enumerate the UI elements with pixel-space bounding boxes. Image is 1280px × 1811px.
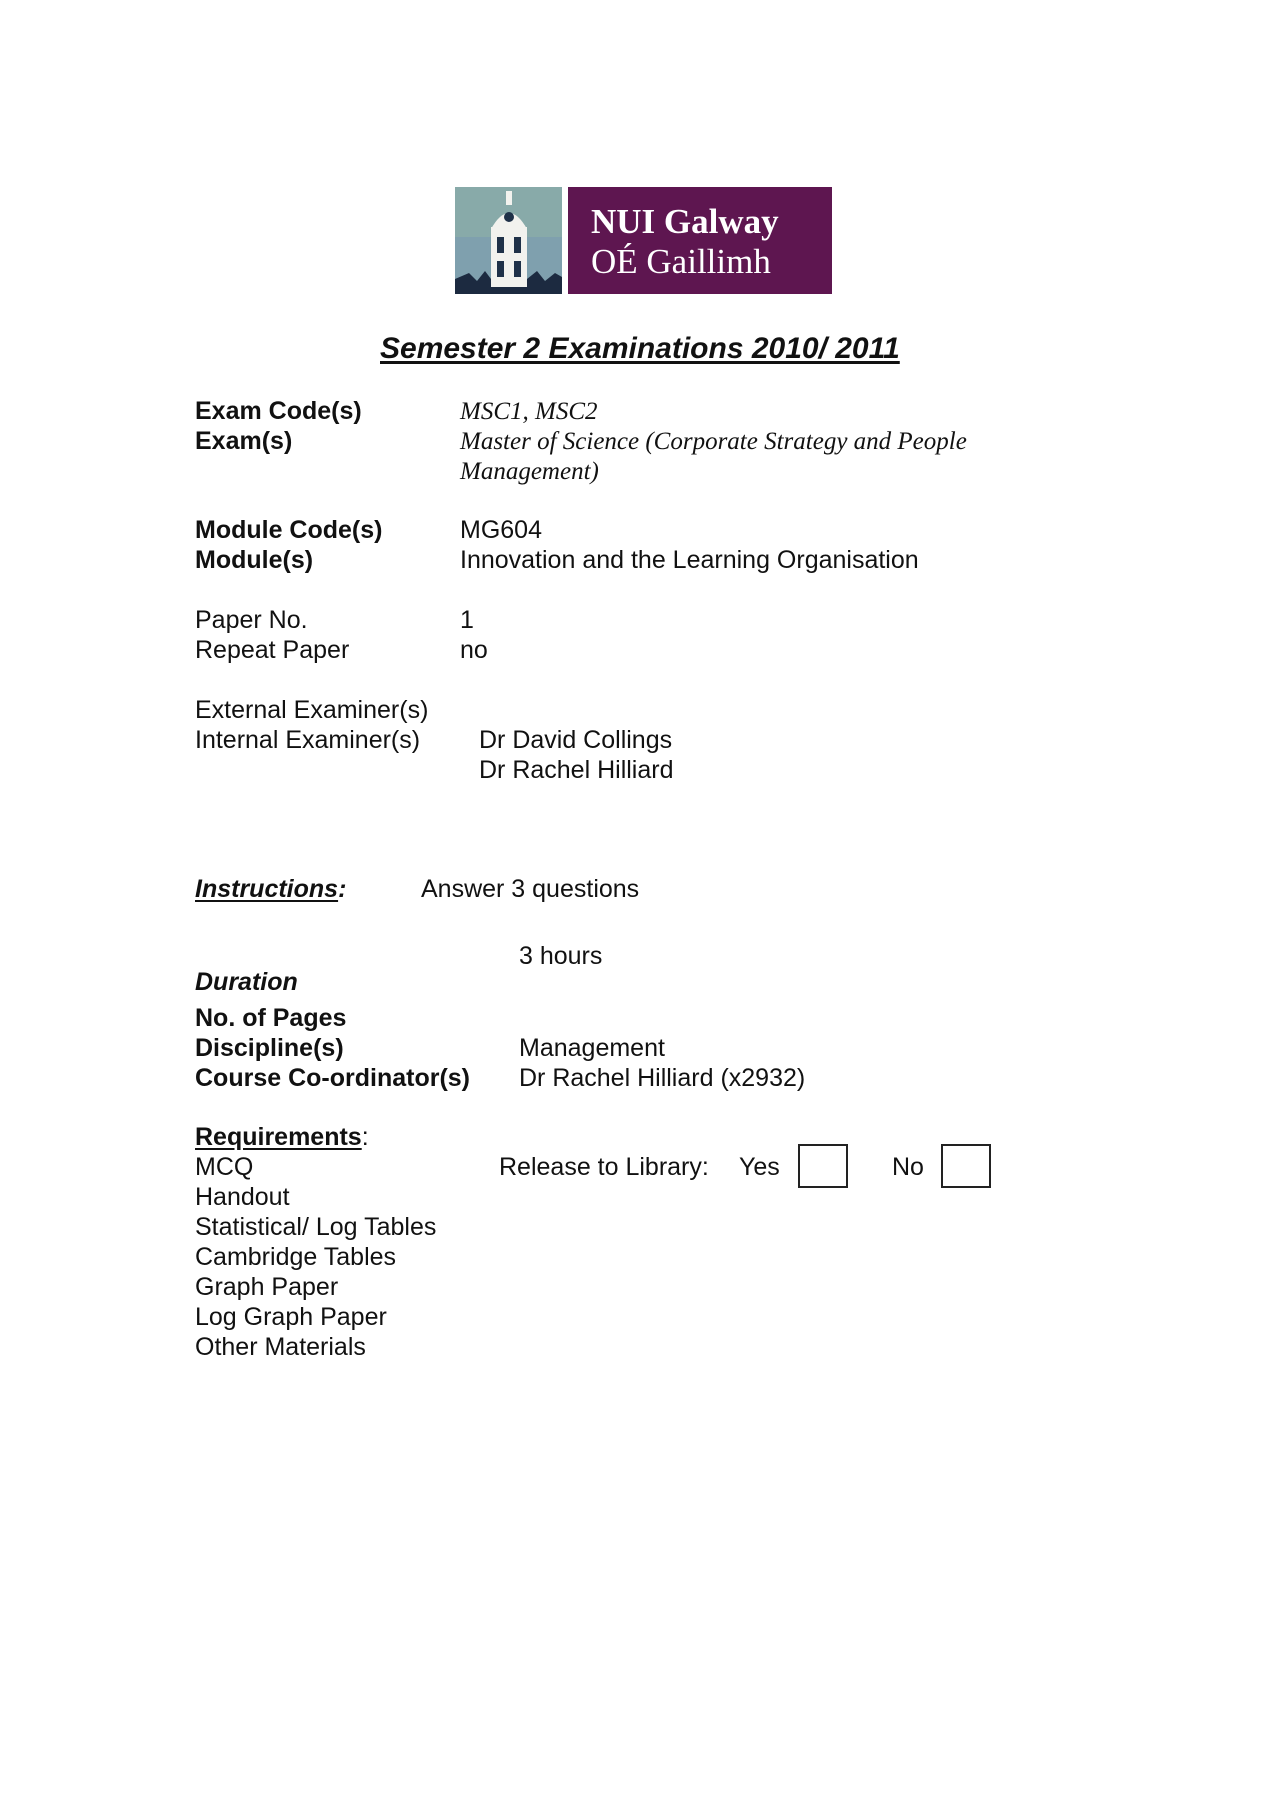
repeat-paper-label: Repeat Paper (195, 636, 350, 664)
modules-value: Innovation and the Learning Organisation (460, 546, 919, 574)
repeat-paper-value: no (460, 636, 488, 664)
duration-value: 3 hours (519, 942, 603, 970)
paper-no-label: Paper No. (195, 606, 308, 634)
logo-wordmark (568, 187, 832, 294)
requirement-item: MCQ (195, 1153, 254, 1181)
no-of-pages-label: No. of Pages (195, 1004, 347, 1032)
release-yes-label: Yes (739, 1153, 780, 1181)
exams-value-line2: Management) (460, 458, 599, 485)
exams-value-line1: Master of Science (Corporate Strategy and People (460, 428, 967, 455)
requirements-label: Requirements (195, 1123, 362, 1151)
university-logo (455, 187, 832, 294)
instructions-label (195, 877, 346, 902)
requirement-item: Log Graph Paper (195, 1303, 387, 1331)
paper-no-value: 1 (460, 606, 474, 634)
release-yes-checkbox[interactable] (798, 1144, 848, 1188)
requirements-colon: : (361, 1123, 369, 1151)
requirement-item: Cambridge Tables (195, 1243, 397, 1271)
modules-label: Module(s) (195, 546, 314, 574)
internal-examiners-value-line2: Dr Rachel Hilliard (479, 756, 674, 784)
course-coordinators-value: Dr Rachel Hilliard (x2932) (519, 1064, 806, 1092)
instructions-label-text: Instructions (195, 875, 339, 903)
exam-codes-label: Exam Code(s) (195, 397, 362, 425)
release-no-label: No (892, 1153, 924, 1181)
logo-name-english: NUI Galway (591, 202, 779, 241)
page-title: Semester 2 Examinations 2010/ 2011 (380, 332, 900, 365)
requirement-item: Handout (195, 1183, 290, 1211)
clock-tower-icon (455, 187, 562, 294)
logo-name-irish: OÉ Gaillimh (591, 242, 771, 281)
external-examiners-label: External Examiner(s) (195, 696, 429, 724)
duration-label: Duration (195, 968, 298, 996)
requirement-item: Statistical/ Log Tables (195, 1213, 437, 1241)
course-coordinators-label: Course Co-ordinator(s) (195, 1064, 470, 1092)
internal-examiners-label: Internal Examiner(s) (195, 726, 421, 754)
disciplines-value: Management (519, 1034, 665, 1062)
disciplines-label: Discipline(s) (195, 1034, 344, 1062)
requirements-heading (195, 1125, 369, 1150)
instructions-value: Answer 3 questions (421, 875, 640, 903)
requirement-item: Other Materials (195, 1333, 366, 1361)
internal-examiners-value-line1: Dr David Collings (479, 726, 673, 754)
instructions-colon: : (338, 875, 347, 903)
requirement-item: Graph Paper (195, 1273, 339, 1301)
release-to-library-label: Release to Library: (499, 1153, 709, 1181)
exams-label: Exam(s) (195, 427, 293, 455)
module-codes-value: MG604 (460, 516, 542, 544)
exam-codes-value: MSC1, MSC2 (460, 398, 598, 425)
module-codes-label: Module Code(s) (195, 516, 383, 544)
release-no-checkbox[interactable] (941, 1144, 991, 1188)
